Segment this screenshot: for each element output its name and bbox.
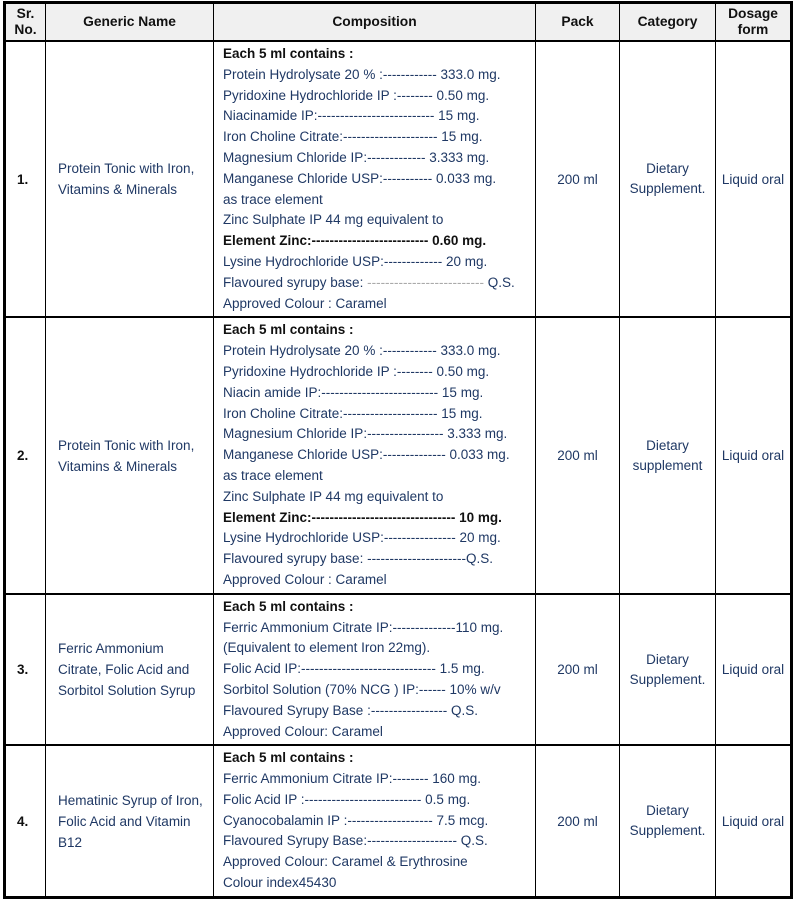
- category-cell: Dietary Supplement.: [620, 745, 716, 897]
- composition-line: Folic Acid IP :-------------------------- 0.5 mg.: [223, 791, 471, 807]
- composition-line: Lysine Hydrochloride USP:------------- 20 mg.: [223, 253, 488, 269]
- composition-line: Niacinamide IP:-------------------------- 15 mg.: [223, 108, 480, 124]
- pack-cell: 200 ml: [536, 745, 620, 897]
- composition-line: Flavoured Syrupy Base:-------------------- Q.S.: [223, 833, 488, 849]
- composition-cell: [214, 745, 536, 897]
- generic-name-cell: Protein Tonic with Iron, Vitamins & Minerals: [46, 41, 214, 317]
- table-row: [5, 745, 792, 897]
- category-cell: Dietary Supplement.: [620, 41, 716, 317]
- sr-no-cell: 3.: [5, 594, 46, 746]
- pack-cell: 200 ml: [536, 41, 620, 317]
- sr-no-cell: 4.: [5, 745, 46, 897]
- composition-line: Each 5 ml contains :: [223, 598, 354, 614]
- composition-cell: [214, 41, 536, 317]
- composition-line: Folic Acid IP:------------------------------ 1.5 mg.: [223, 661, 485, 677]
- composition-line: Iron Choline Citrate:--------------------- 15 mg.: [223, 405, 483, 421]
- composition-line: Zinc Sulphate IP 44 mg equivalent to: [223, 212, 444, 228]
- pack-cell: 200 ml: [536, 594, 620, 746]
- col-header-pack: Pack: [536, 3, 620, 42]
- composition-line: Element Zinc:-------------------------- 0.60 mg.: [223, 233, 487, 249]
- composition-line: Sorbitol Solution (70% NCG ) IP:------ 10% w/v: [223, 681, 501, 697]
- generic-name-cell: Protein Tonic with Iron, Vitamins & Minerals: [46, 317, 214, 593]
- col-header-composition: Composition: [214, 3, 536, 42]
- category-cell: Dietary supplement: [620, 317, 716, 593]
- composition-line: as trace element: [223, 191, 323, 207]
- col-header-sr-no: Sr. No.: [5, 3, 46, 42]
- composition-line: Each 5 ml contains :: [223, 46, 354, 61]
- composition-line: Protein Hydrolysate 20 % :------------ 333.0 mg.: [223, 66, 501, 82]
- composition-line: Approved Colour : Caramel: [223, 571, 387, 587]
- composition-line: Niacin amide IP:-------------------------- 15 mg.: [223, 384, 484, 400]
- table-body: [5, 41, 792, 897]
- dosage-form-cell: Liquid oral: [716, 317, 792, 593]
- generic-name-cell: Ferric Ammonium Citrate, Folic Acid and Sorbitol Solution Syrup: [46, 594, 214, 746]
- composition-line: Manganese Chloride USP:-------------- 0.033 mg.: [223, 447, 510, 463]
- generic-name-cell: Hematinic Syrup of Iron, Folic Acid and Vitamin B12: [46, 745, 214, 897]
- composition-line: Flavoured syrupy base: ----------------------Q.S.: [223, 551, 493, 567]
- composition-line: Element Zinc:-------------------------------- 10 mg.: [223, 509, 502, 525]
- sr-no-cell: 1.: [5, 41, 46, 317]
- dosage-form-cell: Liquid oral: [716, 41, 792, 317]
- composition-line: Lysine Hydrochloride USP:---------------- 20 mg.: [223, 530, 501, 546]
- composition-line: as trace element: [223, 467, 323, 483]
- composition-line: Protein Hydrolysate 20 % :------------ 333.0 mg.: [223, 343, 501, 359]
- composition-line: Flavoured Syrupy Base :----------------- Q.S.: [223, 702, 479, 718]
- composition-line: Approved Colour : Caramel: [223, 295, 387, 311]
- composition-line: Each 5 ml contains :: [223, 750, 354, 766]
- composition-line: Cyanocobalamin IP :------------------- 7.5 mcg.: [223, 812, 489, 828]
- table-row: [5, 41, 792, 317]
- table-header: [5, 3, 792, 42]
- col-header-dosage-form: Dosage form: [716, 3, 792, 42]
- composition-line: Flavoured syrupy base: -------------------------- Q.S.: [223, 274, 515, 290]
- composition-cell: [214, 594, 536, 746]
- composition-line: Pyridoxine Hydrochloride IP :-------- 0.50 mg.: [223, 363, 490, 379]
- table-row: [5, 317, 792, 593]
- composition-line: Ferric Ammonium Citrate IP:--------------110 mg.: [223, 619, 504, 635]
- composition-line: Pyridoxine Hydrochloride IP :-------- 0.50 mg.: [223, 87, 490, 103]
- header-row: [5, 3, 792, 42]
- col-header-category: Category: [620, 3, 716, 42]
- pack-cell: 200 ml: [536, 317, 620, 593]
- composition-line: Approved Colour: Caramel & Erythrosine: [223, 854, 468, 870]
- category-cell: Dietary Supplement.: [620, 594, 716, 746]
- table-row: [5, 594, 792, 746]
- composition-line: Iron Choline Citrate:--------------------- 15 mg.: [223, 129, 483, 145]
- product-composition-table: [3, 1, 793, 899]
- sr-no-cell: 2.: [5, 317, 46, 593]
- composition-line: Magnesium Chloride IP:----------------- 3.333 mg.: [223, 426, 508, 442]
- composition-line: Magnesium Chloride IP:------------- 3.333 mg.: [223, 149, 490, 165]
- composition-line: Ferric Ammonium Citrate IP:-------- 160 mg.: [223, 771, 482, 787]
- composition-line: Manganese Chloride USP:----------- 0.033 mg.: [223, 170, 497, 186]
- composition-line: Zinc Sulphate IP 44 mg equivalent to: [223, 488, 444, 504]
- dosage-form-cell: Liquid oral: [716, 594, 792, 746]
- composition-cell: [214, 317, 536, 593]
- composition-line: (Equivalent to element Iron 22mg).: [223, 640, 431, 656]
- dosage-form-cell: Liquid oral: [716, 745, 792, 897]
- composition-line: Colour index45430: [223, 875, 337, 891]
- composition-line: Each 5 ml contains :: [223, 322, 354, 338]
- col-header-generic-name: Generic Name: [46, 3, 214, 42]
- composition-line: Approved Colour: Caramel: [223, 723, 383, 739]
